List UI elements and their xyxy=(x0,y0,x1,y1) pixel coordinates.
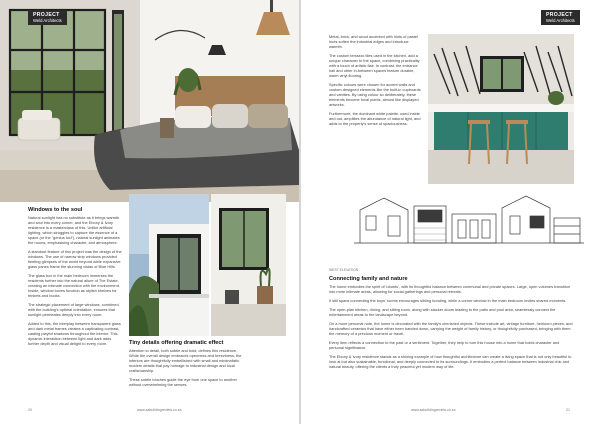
elevation-drawing xyxy=(354,188,584,250)
materials-paragraph: Metal, brick, and wood accented with hints of pastel hues soften the industrial edges and introduce warmth. xyxy=(329,34,418,49)
interior-detail-photo xyxy=(211,194,286,336)
project-tag-subtitle: Weld Architects xyxy=(546,18,575,23)
materials-paragraph: The custom terrazzo tiles used in the kitchen, add a unique character to the space, combining practicality with a touch of artistic flair. In contrast, the entrance hall and other in-between spaces feature durable, warm vinyl flooring. xyxy=(329,53,420,78)
family-paragraph: On a more personal note, the home is decorated with the family's cherished objects. These include art, vintage furniture, heirloom pieces, and handcrafted ceramics that have either been handed down, carrying the weight of family history, or thoughtfully purchased, bringing with them the memory of a precious moment or travel. xyxy=(329,321,573,336)
right-page xyxy=(301,0,600,424)
left-footer-url: www.sabuildingreview.co.za xyxy=(137,408,182,412)
family-heading: Connecting family and nature xyxy=(329,276,408,282)
family-paragraph: The Ebony & Ivory residence stands as a shining example of how thoughtful architecture can create a living space that is not only beautiful to look at but also sustainable, functional, and deeply connected to its surroundings. It embodies a perfect balance between industrial chic and natural beauty, offering the clients a truly peaceful yet modern way of life. xyxy=(329,354,572,369)
exterior-illustration xyxy=(129,194,209,336)
kitchen-photo xyxy=(428,34,574,184)
right-page-number: 21 xyxy=(566,408,570,412)
materials-text xyxy=(329,34,421,130)
windows-paragraph: The glass box in the main bedroom immerses the residents further into the natural allure of The Estate, creating an intimate connection with the environment. Inside, window boxes function as stylish shelves for trinkets and books. xyxy=(28,273,120,298)
family-paragraph: The open-plan kitchen, dining, and sitting room, along with stacker doors leading to the patio and pool area, seamlessly connect the entertainment areas to the landscape beyond. xyxy=(329,307,556,317)
family-paragraph: Every item reflects a connection to the past or a sentiment. Together, they help to turn this house into a home that holds character and personal significance. xyxy=(329,340,560,350)
left-page-number: 20 xyxy=(28,408,32,412)
windows-paragraph: Added to this, the interplay between transparent glass and dark metal frames creates a captivating contrast, casting playful shadows throughout the interior. This dynamic interaction between light and dark adds further depth and visual delight to every room. xyxy=(28,321,121,346)
right-footer-url: www.sabuildingreview.co.za xyxy=(411,408,456,412)
windows-paragraph: A standout feature of this project was the design of the windows. The use of narrow strip windows provided fleeting glimpses of the world beyond while expansive glass panes frame the stunning vistas of Blue Hills. xyxy=(28,249,122,269)
exterior-window-photo xyxy=(129,194,209,336)
windows-heading: Windows to the soul xyxy=(28,207,83,213)
tiny-details-section xyxy=(129,340,245,391)
bedroom-illustration xyxy=(0,0,299,202)
materials-paragraph: Specific colours were chosen for accent walls and custom-designed elements like the built-in cupboards and vanities. By using colour so deliberately, these elements become focal points, almost like displayed artworks. xyxy=(329,82,421,107)
bedroom-photo xyxy=(0,0,299,202)
kitchen-illustration xyxy=(428,34,574,184)
elevation-illustration xyxy=(354,188,584,250)
interior-illustration xyxy=(211,194,286,336)
right-project-tag xyxy=(541,10,580,25)
windows-paragraph: Natural sunlight has no substitute as it brings warmth and soul into every corner, and the Ebony & Ivory residence is a masterclass of this. Unlike artificial lighting, which struggles to capture the essence of a space (or the "genius loci"), natural sunlight animates the rooms, emphasising character, and atmosphere. xyxy=(28,215,120,245)
left-page xyxy=(0,0,299,424)
project-tag-subtitle: Weld Architects xyxy=(33,18,62,23)
project-tag-title: PROJECT xyxy=(33,12,60,18)
materials-paragraph: Furthermore, the dominant white palette, used inside and out, amplifies the abundance of natural light, and adds to the property's sense of spaciousness. xyxy=(329,111,421,126)
family-paragraph: It still spans connecting the boys' rooms encourages sibling bonding, while a corner window in the main bedroom invites shared moments. xyxy=(329,298,567,303)
elevation-caption: WEST ELEVATION xyxy=(329,268,359,272)
family-paragraph: The home embodies the spirit of 'ubuntu', with its thoughtful balance between communal and private spaces. Large, open volumes transition into more intimate areas, allowing for social gatherings and personal retreats. xyxy=(329,284,570,294)
windows-section xyxy=(28,207,122,350)
left-project-tag xyxy=(28,10,67,25)
windows-paragraph: The strategic placement of large windows, combined with the building's optimal orientation, ensures that sunlight permeates deeply into every room. xyxy=(28,302,119,317)
family-section xyxy=(329,276,574,373)
tiny-details-paragraph: These subtle touches guide the eye from one space to another without overwhelming the senses. xyxy=(129,377,237,387)
tiny-details-paragraph: Attention to detail, both subtle and bold, defines this residence. While the overall design embraces openness and breeziness, the interiors are thoughtfully embellished with small and minimalistic modern details that pay homage to industrial design and local craftsmanship. xyxy=(129,348,242,373)
project-tag-title: PROJECT xyxy=(546,12,573,18)
tiny-details-heading: Tiny details offering dramatic effect xyxy=(129,340,224,346)
